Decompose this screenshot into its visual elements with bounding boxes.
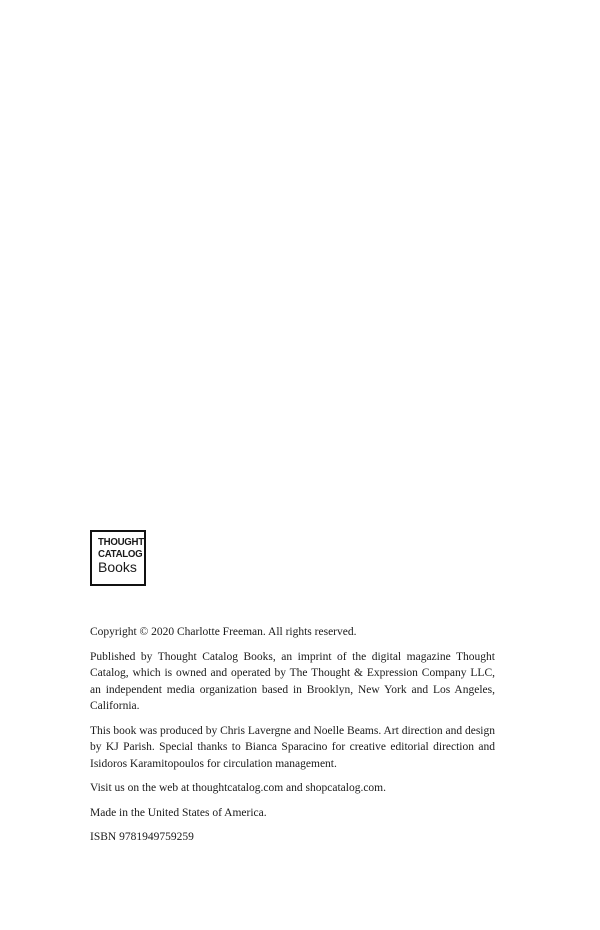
logo-line-books: Books: [98, 559, 137, 575]
copyright-block: [90, 624, 495, 854]
isbn-number: ISBN 9781949759259: [90, 831, 194, 843]
logo-line-catalog: CATALOG: [98, 547, 143, 560]
website-info: Visit us on the web at thoughtcatalog.com and shopcatalog.com.: [90, 782, 387, 794]
publisher-statement: Published by Thought Catalog Books, an imprint of the digital magazine Thought Catalog, which is owned and operated by The Thought & Expression Company LLC, an independent media organization based in Brooklyn, New York and Los Angeles, California.: [90, 650, 495, 712]
production-credits: This book was produced by Chris Lavergne and Noelle Beams. Art direction and design by KJ Parish. Special thanks to Bianca Sparacino for creative editorial direction and Isidoros Karamitopoulos for circulation management.: [90, 724, 495, 770]
logo-line-thought: THOUGHT: [98, 536, 144, 548]
country-of-origin: Made in the United States of America.: [90, 806, 267, 819]
publisher-logo: [90, 530, 146, 586]
copyright-notice: Copyright © 2020 Charlotte Freeman. All rights reserved.: [90, 626, 357, 638]
